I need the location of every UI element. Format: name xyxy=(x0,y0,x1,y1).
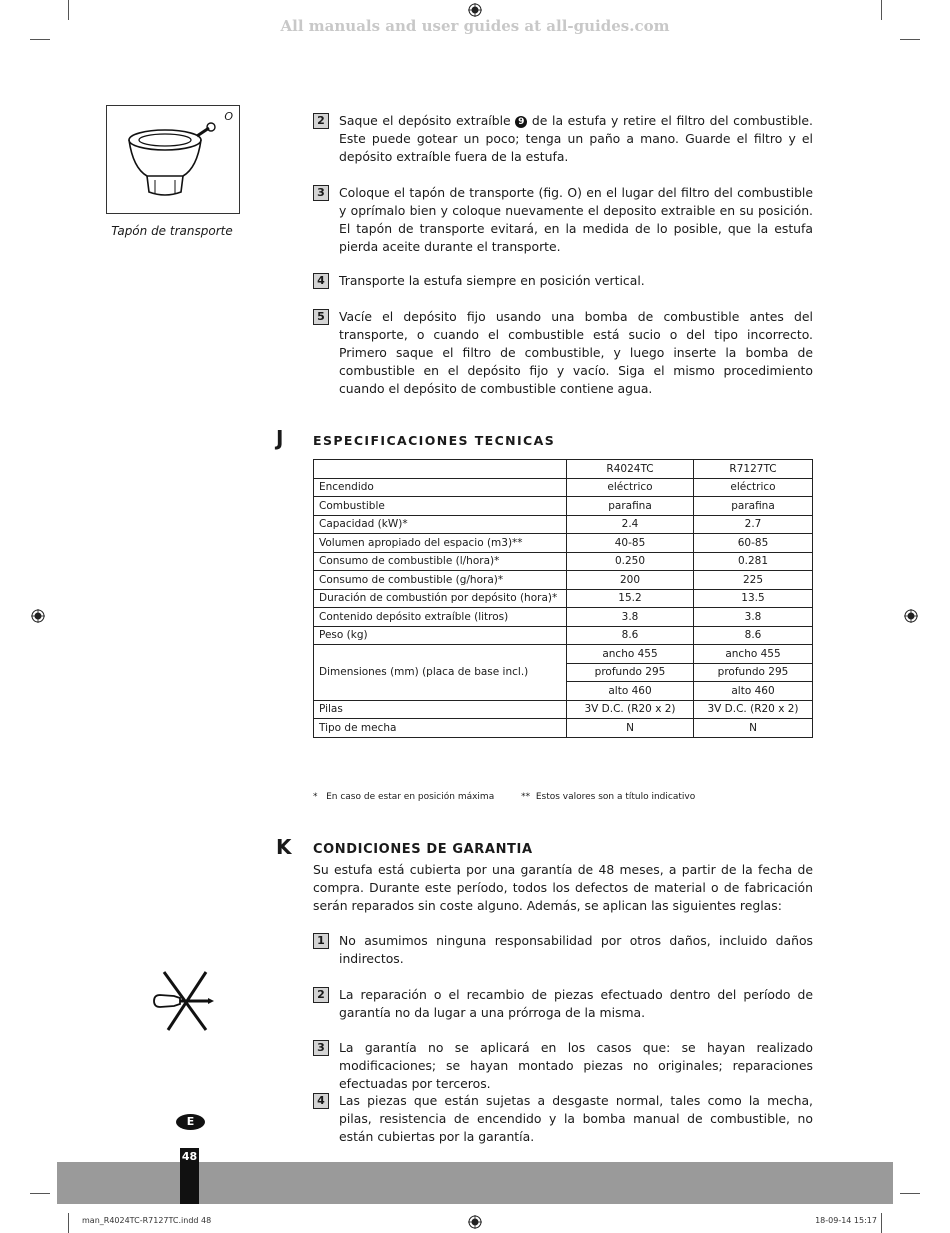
transport-cap-icon xyxy=(121,120,221,202)
table-row xyxy=(314,497,813,516)
footnote: * En caso de estar en posición máxima xyxy=(313,792,495,802)
table-row xyxy=(314,534,813,553)
step-text: Transporte la estufa siempre en posición vertical. xyxy=(339,273,645,288)
table-row xyxy=(314,626,813,645)
spec-value: 225 xyxy=(694,571,813,590)
spec-value: 40-85 xyxy=(567,534,694,553)
section-letter: J xyxy=(276,426,284,450)
spec-value: 0.250 xyxy=(567,552,694,571)
step-number: 2 xyxy=(313,987,329,1003)
section-letter: K xyxy=(276,835,292,859)
table-row xyxy=(314,515,813,534)
spec-value: profundo 295 xyxy=(567,663,694,682)
crop-mark xyxy=(900,39,920,40)
crop-mark xyxy=(68,1213,69,1233)
section-title: CONDICIONES DE GARANTIA xyxy=(313,842,533,857)
no-screwdriver-icon xyxy=(150,970,218,1032)
step-text: Vacíe el depósito fijo usando una bomba de combustible antes del transporte, o cuando el combustible está sucio o del tipo incorrecto. Primero saque el filtro de combustible, y luego inserte la bomba de combustible en el depósito fijo y vacío. Siga el mismo procedimiento cuando el depósito de combustible contiene agua. xyxy=(339,309,813,396)
figure-caption: Tapón de transporte xyxy=(111,224,233,238)
crop-mark xyxy=(30,39,50,40)
spec-label: Contenido depósito extraíble (litros) xyxy=(314,608,567,627)
spec-table xyxy=(313,459,813,738)
registration-mark-icon xyxy=(468,3,482,17)
spec-value: 200 xyxy=(567,571,694,590)
spec-label: Duración de combustión por depósito (hora)* xyxy=(314,589,567,608)
spec-label: Consumo de combustible (l/hora)* xyxy=(314,552,567,571)
table-row xyxy=(314,719,813,738)
crop-mark xyxy=(881,1213,882,1233)
spec-value: 3.8 xyxy=(694,608,813,627)
step-number: 4 xyxy=(313,273,329,289)
spec-value: ancho 455 xyxy=(694,645,813,664)
table-header-row xyxy=(314,460,813,479)
spec-value: 3.8 xyxy=(567,608,694,627)
list-item xyxy=(313,308,813,398)
spec-label: Consumo de combustible (g/hora)* xyxy=(314,571,567,590)
spec-value: N xyxy=(694,719,813,738)
footnote: ** Estos valores son a título indicativo xyxy=(521,792,696,802)
table-row xyxy=(314,552,813,571)
spec-value: 3V D.C. (R20 x 2) xyxy=(694,700,813,719)
spec-value: N xyxy=(567,719,694,738)
spec-value: 2.7 xyxy=(694,515,813,534)
list-item xyxy=(313,112,813,166)
spec-value: eléctrico xyxy=(694,478,813,497)
step-text: La reparación o el recambio de piezas efectuado dentro del período de garantía no da lugar a una prórroga de la misma. xyxy=(339,987,813,1020)
list-item xyxy=(313,986,813,1022)
spec-value: 3V D.C. (R20 x 2) xyxy=(567,700,694,719)
spec-value: 13.5 xyxy=(694,589,813,608)
spec-value: 8.6 xyxy=(694,626,813,645)
spec-label: Encendido xyxy=(314,478,567,497)
watermark-header: All manuals and user guides at all-guides.com xyxy=(280,17,670,35)
crop-mark xyxy=(30,1193,50,1194)
step-number: 1 xyxy=(313,933,329,949)
spec-value: 0.281 xyxy=(694,552,813,571)
spec-value: 15.2 xyxy=(567,589,694,608)
table-row xyxy=(314,589,813,608)
step-number: 3 xyxy=(313,1040,329,1056)
spec-label: Pilas xyxy=(314,700,567,719)
table-row xyxy=(314,478,813,497)
file-slug: man_R4024TC-R7127TC.indd 48 xyxy=(82,1216,212,1225)
spec-label: Tipo de mecha xyxy=(314,719,567,738)
spec-value: parafina xyxy=(567,497,694,516)
step-text: Coloque el tapón de transporte (fig. O) en el lugar del filtro del combustible y oprímalo bien y coloque nuevamente el deposito extraible en su posición. El tapón de transporte evitará, en la medida de lo posible, que la estufa pierda aceite durante el transporte. xyxy=(339,185,813,254)
spec-value: parafina xyxy=(694,497,813,516)
table-row xyxy=(314,608,813,627)
table-row xyxy=(314,700,813,719)
warranty-intro: Su estufa está cubierta por una garantía de 48 meses, a partir de la fecha de compra. Durante este período, todos los defectos de material o de fabricación serán reparados sin coste alguno. Además, se aplican las siguientes reglas: xyxy=(313,862,813,913)
spec-label: Volumen apropiado del espacio (m3)** xyxy=(314,534,567,553)
list-item xyxy=(313,932,813,968)
step-number: 3 xyxy=(313,185,329,201)
registration-mark-icon xyxy=(904,609,918,623)
spec-value: ancho 455 xyxy=(567,645,694,664)
section-title: ESPECIFICACIONES TECNICAS xyxy=(313,433,556,448)
header-cell: R4024TC xyxy=(567,460,694,479)
step-text: Las piezas que están sujetas a desgaste normal, tales como la mecha, pilas, resistencia de encendido y la bomba manual de combustible, no están cubiertas por la garantía. xyxy=(339,1093,813,1144)
list-item xyxy=(313,1092,813,1146)
step-text: La garantía no se aplicará en los casos que: se hayan realizado modificaciones; se hayan montado piezas no originales; reparaciones efectuadas por terceros. xyxy=(339,1040,813,1091)
page-number: 48 xyxy=(180,1148,199,1204)
part-reference-badge: 9 xyxy=(515,116,527,128)
date-slug: 18-09-14 15:17 xyxy=(815,1216,877,1225)
step-text: No asumimos ninguna responsabilidad por otros daños, incluido daños indirectos. xyxy=(339,933,813,966)
spec-label: Peso (kg) xyxy=(314,626,567,645)
step-number: 5 xyxy=(313,309,329,325)
step-number: 4 xyxy=(313,1093,329,1109)
registration-mark-icon xyxy=(468,1215,482,1229)
figure-letter: O xyxy=(224,110,233,123)
step-number: 2 xyxy=(313,113,329,129)
table-row xyxy=(314,571,813,590)
crop-mark xyxy=(900,1193,920,1194)
table-footnotes xyxy=(313,792,719,802)
registration-mark-icon xyxy=(31,609,45,623)
spec-label: Combustible xyxy=(314,497,567,516)
spec-value: 60-85 xyxy=(694,534,813,553)
spec-value: eléctrico xyxy=(567,478,694,497)
spec-value: 2.4 xyxy=(567,515,694,534)
table-row xyxy=(314,645,813,664)
figure-transport-cap xyxy=(106,105,240,214)
list-item xyxy=(313,184,813,256)
spec-value: alto 460 xyxy=(694,682,813,701)
list-item xyxy=(313,1039,813,1093)
spec-value: 8.6 xyxy=(567,626,694,645)
spec-value: profundo 295 xyxy=(694,663,813,682)
step-text: Saque el depósito extraíble 9 de la estufa y retire el filtro del combustible. Este puede gotear un poco; tenga un paño a mano. Guarde el filtro y el depósito extraíble fuera de la estufa. xyxy=(339,113,813,164)
spec-label: Dimensiones (mm) (placa de base incl.) xyxy=(314,645,567,701)
spec-value: alto 460 xyxy=(567,682,694,701)
header-cell xyxy=(314,460,567,479)
list-item xyxy=(313,272,813,290)
spec-label: Capacidad (kW)* xyxy=(314,515,567,534)
language-badge: E xyxy=(176,1114,205,1130)
header-cell: R7127TC xyxy=(694,460,813,479)
